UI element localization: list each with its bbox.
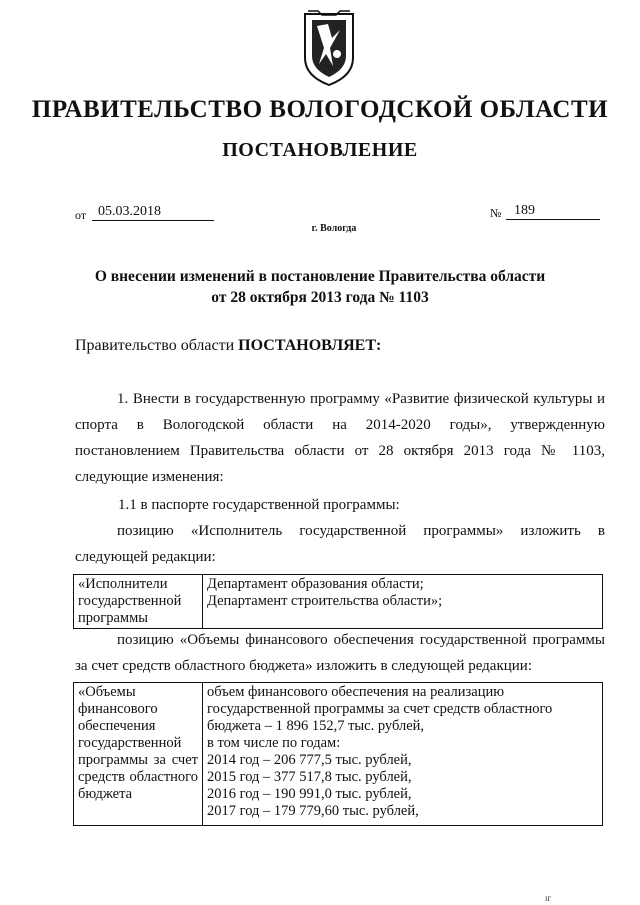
city: г. Вологда [311, 223, 357, 234]
subject-line-1: О внесении изменений в постановление Правительства области [94, 268, 546, 285]
executors-table [73, 574, 603, 629]
funding-line: объем финансового обеспечения на реализацию государственной программы за счет средств областного бюджета – 1 896 152,7 тыс. рублей, [207, 684, 553, 734]
date-value: 05.03.2018 [92, 204, 214, 221]
funding-value [203, 683, 603, 826]
executor-line-2: Департамент строительства области»; [207, 593, 443, 609]
subject-line-2: от 28 октября 2013 года № 1103 [211, 289, 429, 306]
executors-value [203, 575, 603, 629]
footer-mark: ıг [545, 893, 552, 903]
funding-line: 2015 год – 377 517,8 тыс. рублей, [207, 769, 412, 785]
date-label: от [75, 208, 87, 222]
paragraph-3: позицию «Исполнитель государственной программы» изложить в следующей редакции: [75, 523, 605, 565]
funding-table [73, 682, 603, 826]
funding-line: 2017 год – 179 779,60 тыс. рублей, [207, 803, 419, 819]
resolution-lead [75, 337, 381, 355]
table-row [74, 575, 603, 629]
document-subject [80, 266, 560, 308]
paragraph-2: 1.1 в паспорте государственной программы: [118, 497, 400, 513]
executor-line-1: Департамент образования области; [207, 576, 424, 592]
table-row [74, 683, 603, 826]
lead-bold: ПОСТАНОВЛЯЕТ: [238, 337, 382, 354]
lead-prefix: Правительство области [75, 337, 239, 354]
funding-line: в том числе по годам: [207, 735, 341, 751]
number-value: 189 [506, 203, 600, 220]
number-label: № [490, 206, 502, 220]
funding-label: «Объемы финансового обеспечения государственной программы за счет средств областного бюджета [74, 683, 203, 826]
funding-line: 2014 год – 206 777,5 тыс. рублей, [207, 752, 412, 768]
document-type: ПОСТАНОВЛЕНИЕ [222, 139, 418, 161]
funding-line: 2016 год – 190 991,0 тыс. рублей, [207, 786, 412, 802]
vologda-coat-of-arms-icon [302, 8, 356, 88]
paragraph-4: позицию «Объемы финансового обеспечения государственной программы за счет средств областного бюджета» изложить в следующей редакции: [75, 632, 605, 674]
executors-label: «Исполнители государственной программы [74, 575, 203, 629]
government-title: ПРАВИТЕЛЬСТВО ВОЛОГОДСКОЙ ОБЛАСТИ [31, 96, 609, 123]
paragraph-1: 1. Внести в государственную программу «Развитие физической культуры и спорта в Вологодской области на 2014-2020 годы», утвержденную постановлением Правительства области от 28 октября 2013 года № 1103, следующие изменения: [75, 391, 605, 485]
